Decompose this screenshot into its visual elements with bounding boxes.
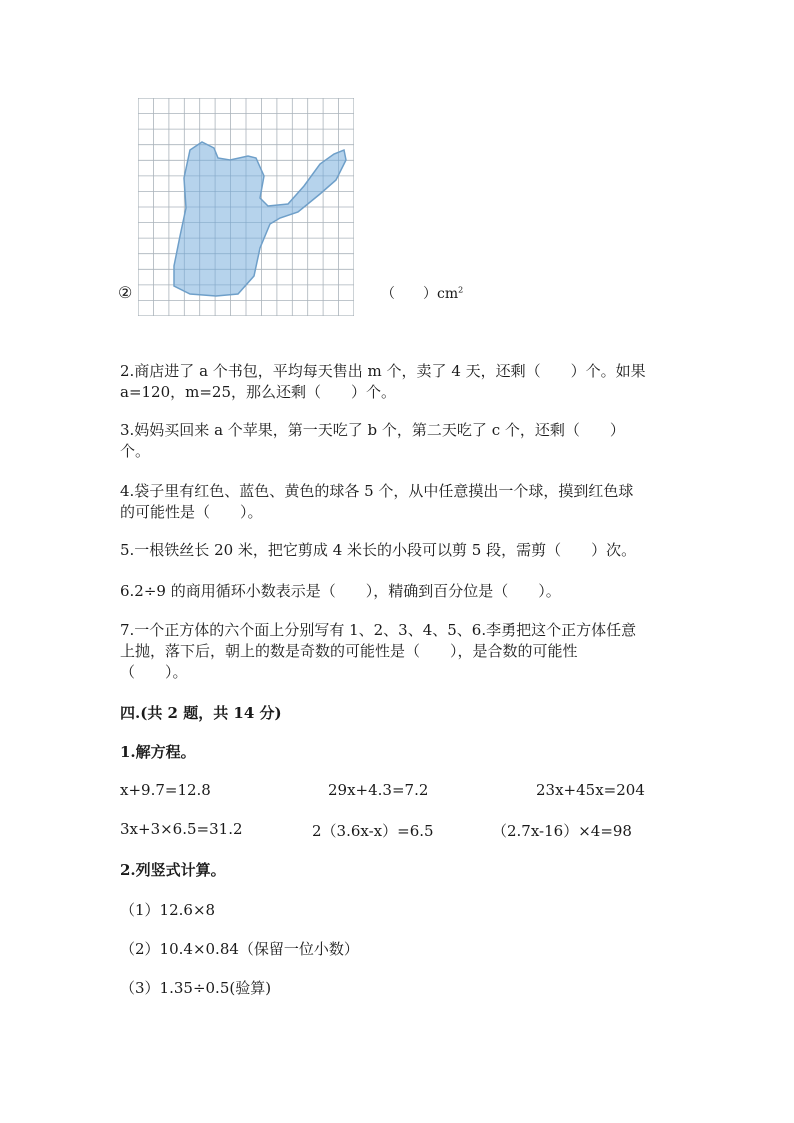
question-7: 7.一个正方体的六个面上分别写有 1、2、3、4、5、6.李勇把这个正方体任意 上抛，落下后，朝上的数是奇数的可能性是（ ），是合数的可能性 （ ）。 [120,621,637,681]
calc-item: （2）10.4×0.84（保留一位小数） [120,940,359,958]
equation: 23x+45x=204 [536,781,645,799]
equation: 3x+3×6.5=31.2 [120,820,243,838]
q2-title: 2.列竖式计算。 [120,861,226,879]
question-2: 2.商店进了 a 个书包，平均每天售出 m 个，卖了 4 天，还剩（ ）个。如果 a=120，m=25，那么还剩（ ）个。 [120,362,646,401]
figure-label: ② [118,283,133,302]
equation: x+9.7=12.8 [120,781,211,799]
question-5: 5.一根铁丝长 20 米，把它剪成 4 米长的小段可以剪 5 段，需剪（ ）次。 [120,541,637,559]
grid-shape-svg [138,98,354,316]
calc-item: （1）12.6×8 [120,901,216,919]
equation: 2（3.6x-x）=6.5 [312,822,434,840]
grid-figure [138,98,354,316]
question-6: 6.2÷9 的商用循环小数表示是（ ），精确到百分位是（ ）。 [120,582,561,600]
equation: 29x+4.3=7.2 [328,781,429,799]
calc-item: （3）1.35÷0.5(验算) [120,979,272,997]
question-3: 3.妈妈买回来 a 个苹果，第一天吃了 b 个，第二天吃了 c 个，还剩（ ） 个。 [120,421,625,460]
area-answer-blank: （ ）$cm^2$ [381,285,464,302]
equation: （2.7x-16）×4=98 [492,822,632,840]
question-4: 4.袋子里有红色、蓝色、黄色的球各 5 个，从中任意摸出一个球，摸到红色球 的可能性是（ ）。 [120,482,634,521]
section-4-title: 四.(共 2 题，共 14 分) [120,704,282,722]
q1-title: 1.解方程。 [120,743,196,761]
